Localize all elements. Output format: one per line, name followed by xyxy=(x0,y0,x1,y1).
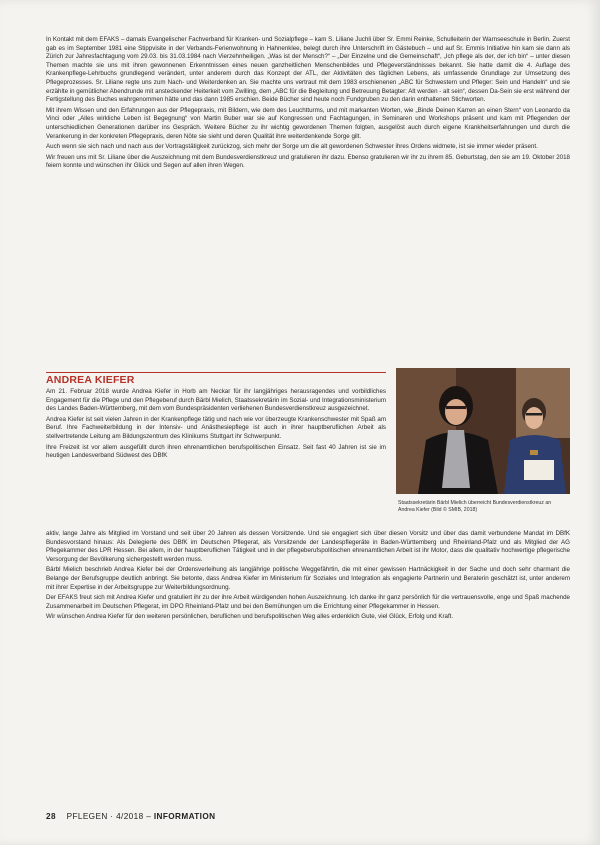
photo-caption: Staatssekretärin Bärbl Mielich überreicht Bundesverdienstkreuz an Andrea Kiefer (Bild © SMIB, 2018) xyxy=(398,500,552,513)
section-name: INFORMATION xyxy=(153,812,216,821)
page-footer xyxy=(46,812,215,821)
award-photo xyxy=(396,368,570,494)
article-left-column xyxy=(46,388,386,463)
intro-paragraph-3: Auch wenn sie sich nach und nach aus der Vortragstätigkeit zurückzog, sich mehr der Sorge um die alt gewordenen Schwester ihres Ordens widmete, ist sie immer wieder präsent. xyxy=(46,143,538,151)
article-full-width-text xyxy=(46,530,570,624)
intro-paragraph-2: Mit ihrem Wissen und den Erfahrungen aus der Pflegepraxis, mit Bildern, wie dem des Leuchtturms, und mit markanten Worten, wie „Binde Deinen Karren an einen Stern“ von Leonardo da Vinci oder „Alles wirkliche Leben ist Begegnung“ von Martin Buber war sie auf Kongressen und Fachtagungen, in Seminaren und Workshops präsent und kam mit Pflegenden der unterschiedlichen Generationen darüber ins Gespräch. Weitere Bücher zu ihr wichtig gewordenen Themen folgten, ausgelöst auch durch eigene Krankheitserfahrungen und durch die Verankerung in der konkreten Pflegepraxis, deren Nöte sie sieht und deren Qualität ihre weiterdenkende Sorge gilt. xyxy=(46,106,570,140)
article-paragraph-1: Am 21. Februar 2018 wurde Andrea Kiefer in Horb am Neckar für ihr langjähriges herausragendes und vorbildliches Engagement für die Pflege und den Pflegeberuf durch Bärbl Mielich, Staatssekretärin im Sozial- und Integrationsministerium des Landes Baden-Württemberg, mit dem vom Bundespräsidenten verliehenen Bundesverdienstkreuz ausgezeichnet. xyxy=(46,388,386,413)
intro-text xyxy=(46,36,570,173)
award-photo-illustration xyxy=(396,368,570,494)
article-paragraph-5: Bärbl Mielich beschrieb Andrea Kiefer bei der Ordensverleihung als langjährige politische Weggefährtin, die mit einer gewissen Hartnäckigkeit in der Sache und doch sehr charmant die Belange der Berufsgruppe deutlich anbringt. Sie betonte, dass Andrea Kiefer im Ministerium für Soziales und Integration als engagierte Partnerin und Beraterin geschätzt ist, unter anderem mit ihrer Expertise in der Arbeitsgruppe zur Weiterbildungsordnung. xyxy=(46,566,570,591)
article-paragraph-6: Der EFAKS freut sich mit Andrea Kiefer und gratuliert ihr zu der ihre Arbeit würdigenden hohen Auszeichnung. Ich danke ihr ganz persönlich für die vertrauensvolle, enge und Spaß machende Zusammenarbeit im Deutschen Pflegerat, im DPO Rheinland-Pfalz und bei den Bemühungen um die Errichtung einer Pflegekammer in Hessen. xyxy=(46,594,570,610)
intro-paragraph-1: In Kontakt mit dem EFAKS – damals Evangelischer Fachverband für Kranken- und Sozialpflege – kam S. Liliane Juchli über Sr. Emmi Reinke, Schulleiterin der Warnseeschule in Berlin. Zuerst gab es im September 1981 eine Stippvisite in der Verbands-Ferienwohnung in Hahnenklee, belegt durch ihre Unterschrift im Gästebuch – und auf Sr. Emmis Initiative hin kam sie dann als Zürich zur Jahresfachtagung vom 29.03. bis 31.03.1984 nach Vierzehnheiligen. „Was ist der Mensch?“ – „Der Einzelne und die Gemeinschaft“, „Ich pflege als der, der ich bin“ – unter diesen Themen machte sie uns mit ihren gewonnenen Erkenntnissen eines neuen ganzheitlichen Menschenbildes und Pflegeverständnisses bekannt. Sie hatte damit die 4. Auflage des Krankenpflege-Lehrbuchs grundlegend verändert, unter anderem durch das Konzept der ATL, der Aktivitäten des täglichen Lebens, als umfassende Grundlage zur Umsetzung des Pflegeprozesses. Sr. Liliane regte uns zum Nach- und Weiterdenken an. Sie machte uns vertraut mit dem 1983 erschienenen „ABC für Schwestern und Pfleger: Sein und Handeln“ und sie erzählte in gemütlicher Abendrunde mit ansteckender Heiterkeit vom Zwilling, dem „ABC für die Begleitung und Betreuung Betagter: Alt werden - alt sein“, dessen Da-Sein sie erst während der Fertigstellung des Buches wahrgenommen hätte und das dann 1985 erschien. Beide Bücher sind heute noch Fundgruben zu den darin enthaltenen Stichworten. xyxy=(46,36,570,104)
intro-paragraph-4: Wir freuen uns mit Sr. Liliane über die Auszeichnung mit dem Bundesverdienstkreuz und gratulieren ihr dazu. Ebenso gratulieren wir ihr zu ihrem 85. Geburtstag, den sie am 19. Oktober 2018 feiern konnte und wünschen ihr Glück und Segen auf allen ihren Wegen. xyxy=(46,153,570,170)
page-number: 28 xyxy=(46,812,56,821)
article-paragraph-4: aktiv, lange Jahre als Mitglied im Vorstand und seit über 20 Jahren als dessen Vorsitzende. Und sie engagiert sich über diesen Vorsitz und über das damit verbundene Mandat im DBfK Bundesvorstand hinaus: Als Delegierte des DBfK im Deutschen Pflegerat, als Vorsitzende der Landespflegeräte in Baden-Württemberg und Rheinland-Pfalz und als Mitglied der AG Pflegekammer des LPR Hessen. Bei allem, in der hauptberuflichen Tätigkeit und in der pflegeberufspolitischen ehrenamtlichen Arbeit ist ihr Motor, dass die qualitativ hochwertige pflegerische Versorgung der Bevölkerung sichergestellt werden muss. xyxy=(46,530,570,563)
article-paragraph-3: Ihre Freizeit ist vor allem ausgefüllt durch ihren ehrenamtlichen berufspolitischen Einsatz. Seit fast 40 Jahren ist sie im heutigen Landesverband Südwest des DBfK xyxy=(46,443,386,460)
article-heading: ANDREA KIEFER xyxy=(46,372,386,386)
publication-name: PFLEGEN · 4/2018 – xyxy=(66,812,152,821)
article-paragraph-2: Andrea Kiefer ist seit vielen Jahren in der Krankenpflege tätig und nach wie vor überzeugte Krankenschwester mit Spaß am Beruf. Ihre Fachweiterbildung in der Intensiv- und Anästhesiepflege ist auch in ihrer hauptberuflichen Arbeit als stellvertretende Leitung am Bildungszentrum des Klinikums Stuttgart ihr Schwerpunkt. xyxy=(46,415,386,440)
article-paragraph-7: Wir wünschen Andrea Kiefer für den weiteren persönlichen, beruflichen und berufspolitischen Weg alles erdenklich Gute, viel Glück, Erfolg und Kraft. xyxy=(46,613,454,621)
